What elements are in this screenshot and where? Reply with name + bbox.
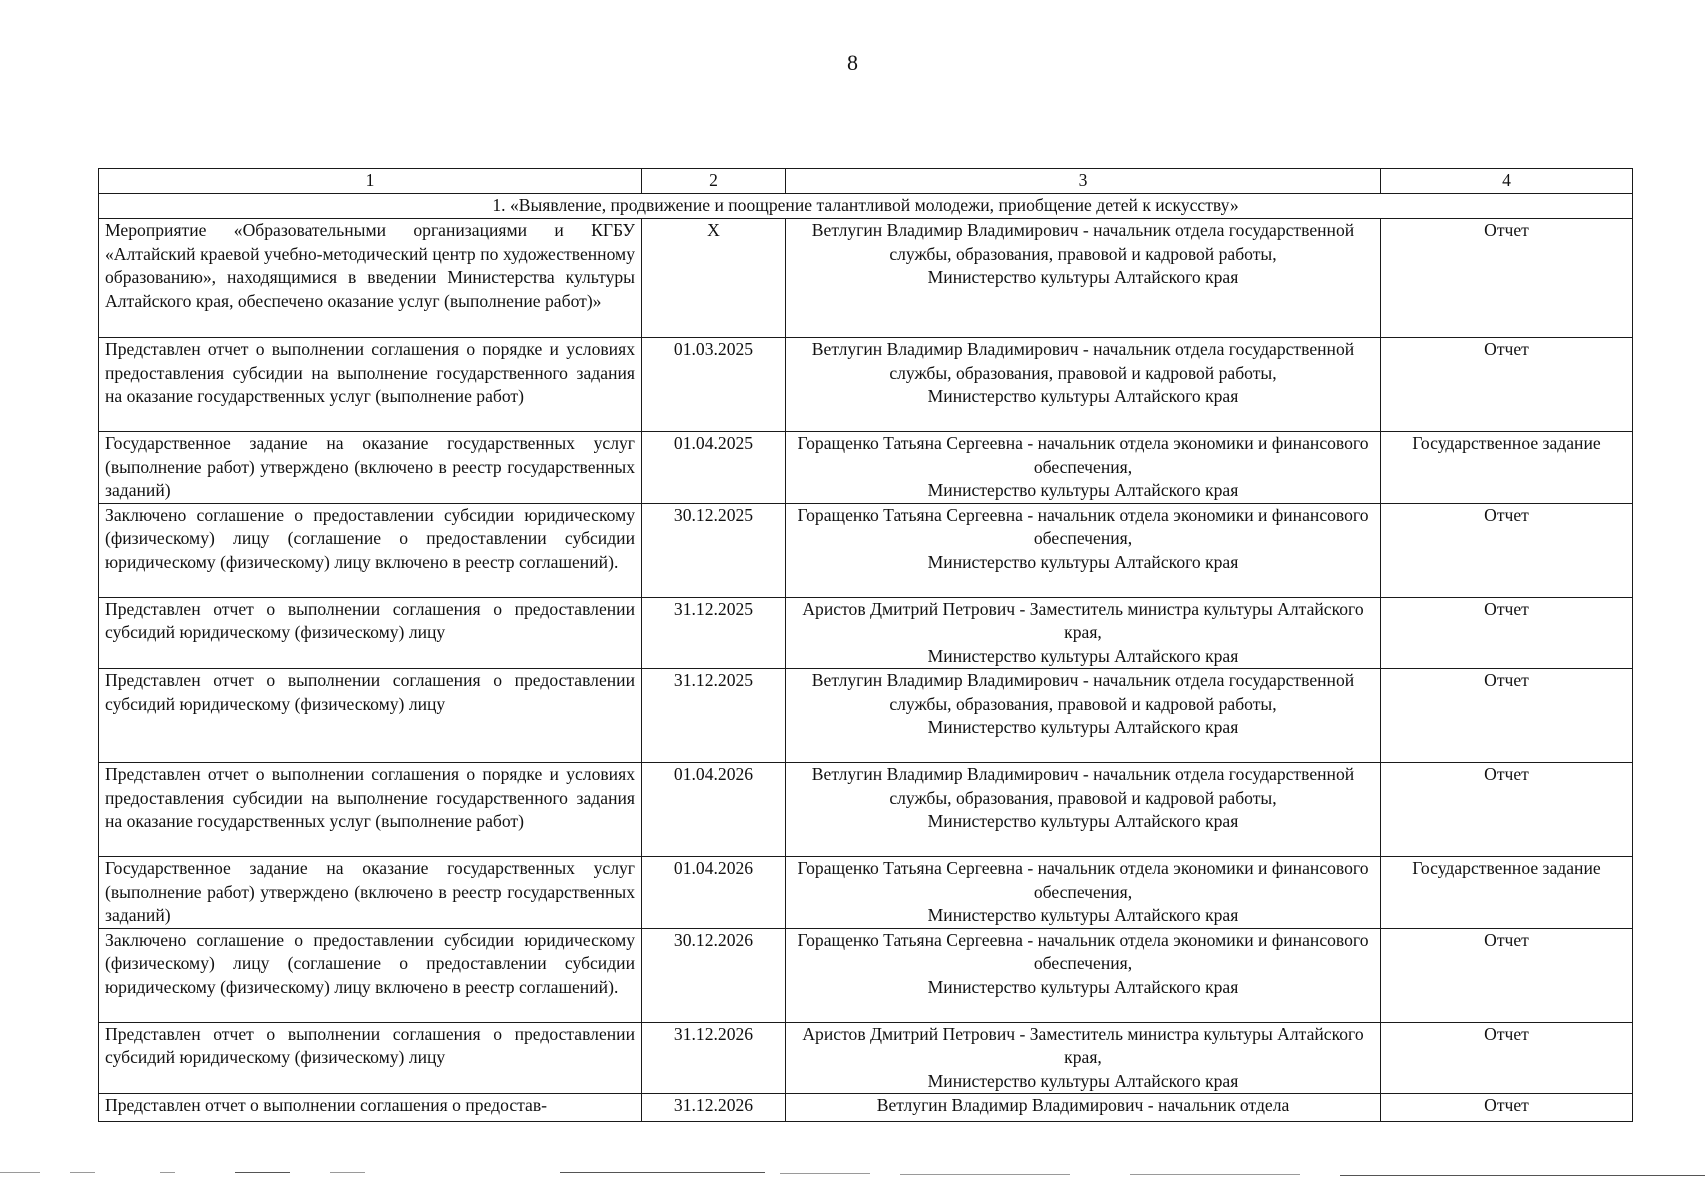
- responsible-org: Министерство культуры Алтайского края: [927, 551, 1239, 572]
- event-cell: Представлен отчет о выполнении соглашения о предоставлении субсидий юридическому (физическому) лицу: [99, 669, 642, 763]
- responsible-org: Министерство культуры Алтайского края: [927, 905, 1239, 925]
- event-cell: Представлен отчет о выполнении соглашения о порядке и условиях предоставления субсидии на выполнение государственного задания на оказание государственных услуг (выполнение работ): [99, 763, 642, 857]
- responsible-person: Горащенко Татьяна Сергеевна - начальник отдела экономики и финансового обеспечения,: [797, 858, 1369, 902]
- page-number: 8: [847, 50, 858, 75]
- scan-line-segment: [160, 1172, 175, 1173]
- document-cell: Отчет: [1381, 338, 1633, 432]
- scan-line-segment: [70, 1172, 95, 1173]
- table-row: [99, 928, 1633, 1022]
- responsible-cell: [786, 669, 1381, 763]
- date-cell: 31.12.2025: [642, 669, 786, 763]
- header-cell-1: 1: [99, 169, 642, 194]
- responsible-cell: [786, 857, 1381, 929]
- date-cell: 01.03.2025: [642, 338, 786, 432]
- event-cell: Представлен отчет о выполнении соглашения о предоставлении субсидий юридическому (физическому) лицу: [99, 1022, 642, 1094]
- responsible-cell: [786, 219, 1381, 338]
- date-cell: 31.12.2026: [642, 1022, 786, 1094]
- responsible-person: Ветлугин Владимир Владимирович - начальник отдела государственной службы, образования, правовой и кадровой работы,: [811, 339, 1355, 383]
- scan-line-segment: [900, 1174, 1070, 1175]
- event-cell: Представлен отчет о выполнении соглашения о предостав-: [99, 1094, 642, 1122]
- date-cell: 01.04.2026: [642, 857, 786, 929]
- responsible-person: Горащенко Татьяна Сергеевна - начальник отдела экономики и финансового обеспечения,: [797, 433, 1369, 477]
- responsible-person: Горащенко Татьяна Сергеевна - начальник отдела экономики и финансового обеспечения,: [797, 504, 1369, 548]
- responsible-person: Ветлугин Владимир Владимирович - начальник отдела: [876, 1095, 1290, 1115]
- table-row: [99, 1022, 1633, 1094]
- responsible-cell: [786, 763, 1381, 857]
- date-cell: 31.12.2026: [642, 1094, 786, 1122]
- event-cell: Заключено соглашение о предоставлении субсидии юридическому (физическому) лицу (соглашение о предоставлении субсидии юридическому (физическому) лицу включено в реестр соглашений).: [99, 503, 642, 597]
- date-cell: 01.04.2026: [642, 763, 786, 857]
- responsible-person: Ветлугин Владимир Владимирович - начальник отдела государственной службы, образования, правовой и кадровой работы,: [811, 764, 1355, 808]
- document-cell: Отчет: [1381, 1094, 1633, 1122]
- responsible-person: Горащенко Татьяна Сергеевна - начальник отдела экономики и финансового обеспечения,: [797, 929, 1369, 973]
- document-cell: Государственное задание: [1381, 857, 1633, 929]
- responsible-person: Аристов Дмитрий Петрович - Заместитель министра культуры Алтайского края,: [802, 598, 1364, 642]
- header-cell-4: 4: [1381, 169, 1633, 194]
- date-cell: 31.12.2025: [642, 597, 786, 669]
- document-cell: Отчет: [1381, 597, 1633, 669]
- responsible-cell: [786, 928, 1381, 1022]
- section-row: [99, 194, 1633, 219]
- event-cell: Представлен отчет о выполнении соглашения о порядке и условиях предоставления субсидии на выполнение государственного задания на оказание государственных услуг (выполнение работ): [99, 338, 642, 432]
- document-cell: Отчет: [1381, 669, 1633, 763]
- responsible-cell: [786, 338, 1381, 432]
- date-cell: 30.12.2026: [642, 928, 786, 1022]
- responsible-person: Аристов Дмитрий Петрович - Заместитель министра культуры Алтайского края,: [802, 1023, 1364, 1067]
- event-cell: Заключено соглашение о предоставлении субсидии юридическому (физическому) лицу (соглашение о предоставлении субсидии юридическому (физическому) лицу включено в реестр соглашений).: [99, 928, 642, 1022]
- event-cell: Государственное задание на оказание государственных услуг (выполнение работ) утверждено (включено в реестр государственных заданий): [99, 857, 642, 929]
- responsible-org: Министерство культуры Алтайского края: [927, 717, 1239, 737]
- responsible-org: Министерство культуры Алтайского края: [927, 976, 1239, 997]
- date-cell: Х: [642, 219, 786, 338]
- scan-line-segment: [560, 1172, 765, 1173]
- table-row: [99, 597, 1633, 669]
- event-cell: Государственное задание на оказание государственных услуг (выполнение работ) утверждено (включено в реестр государственных заданий): [99, 432, 642, 504]
- plan-table: [98, 168, 1633, 1122]
- table-row: [99, 763, 1633, 857]
- responsible-org: Министерство культуры Алтайского края: [927, 645, 1239, 666]
- responsible-cell: [786, 1094, 1381, 1122]
- responsible-org: Министерство культуры Алтайского края: [927, 480, 1239, 500]
- scan-line-segment: [330, 1172, 365, 1173]
- document-cell: Отчет: [1381, 219, 1633, 338]
- date-cell: 30.12.2025: [642, 503, 786, 597]
- table-row: [99, 338, 1633, 432]
- table-row: [99, 432, 1633, 504]
- document-cell: Государственное задание: [1381, 432, 1633, 504]
- responsible-cell: [786, 432, 1381, 504]
- table-header-row: [99, 169, 1633, 194]
- responsible-person: Ветлугин Владимир Владимирович - начальник отдела государственной службы, образования, правовой и кадровой работы,: [811, 670, 1355, 714]
- header-cell-3: 3: [786, 169, 1381, 194]
- table-row: [99, 857, 1633, 929]
- header-cell-2: 2: [642, 169, 786, 194]
- responsible-org: Министерство культуры Алтайского края: [927, 1070, 1239, 1091]
- responsible-org: Министерство культуры Алтайского края: [927, 267, 1239, 287]
- section-title: 1. «Выявление, продвижение и поощрение талантливой молодежи, приобщение детей к искусству»: [99, 194, 1633, 219]
- scan-line-segment: [0, 1172, 40, 1173]
- responsible-org: Министерство культуры Алтайского края: [927, 386, 1239, 406]
- document-cell: Отчет: [1381, 1022, 1633, 1094]
- table-row: [99, 503, 1633, 597]
- table-row: [99, 669, 1633, 763]
- responsible-cell: [786, 503, 1381, 597]
- table-row: [99, 1094, 1633, 1122]
- event-cell: Мероприятие «Образовательными организациями и КГБУ «Алтайский краевой учебно-методический центр по художественному образованию», находящимися в введении Министерства культуры Алтайского края, обеспечено оказание услуг (выполнение работ)»: [99, 219, 642, 338]
- responsible-cell: [786, 597, 1381, 669]
- date-cell: 01.04.2025: [642, 432, 786, 504]
- scan-line-segment: [235, 1172, 290, 1173]
- document-cell: Отчет: [1381, 763, 1633, 857]
- responsible-org: Министерство культуры Алтайского края: [927, 811, 1239, 831]
- document-cell: Отчет: [1381, 928, 1633, 1022]
- responsible-cell: [786, 1022, 1381, 1094]
- table-row: [99, 219, 1633, 338]
- event-cell: Представлен отчет о выполнении соглашения о предоставлении субсидий юридическому (физическому) лицу: [99, 597, 642, 669]
- responsible-person: Ветлугин Владимир Владимирович - начальник отдела государственной службы, образования, правовой и кадровой работы,: [811, 220, 1355, 264]
- document-cell: Отчет: [1381, 503, 1633, 597]
- scan-line-segment: [1340, 1175, 1705, 1176]
- scan-line-segment: [780, 1173, 870, 1174]
- scan-line-segment: [1130, 1174, 1300, 1175]
